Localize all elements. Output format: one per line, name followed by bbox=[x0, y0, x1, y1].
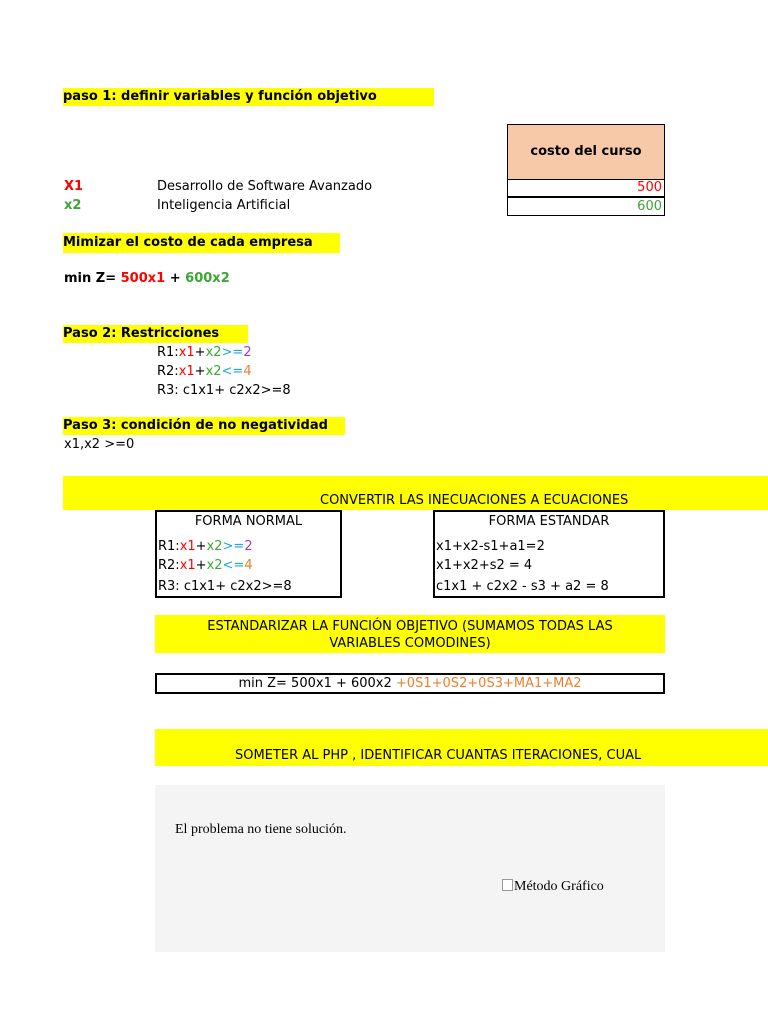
variable-x1-name: X1 bbox=[64, 179, 84, 194]
broken-image-icon bbox=[502, 879, 513, 891]
std-objective-base: min Z= 500x1 + 600x2 bbox=[238, 676, 396, 691]
cost-x1-cell bbox=[507, 179, 665, 197]
step3-title: Paso 3: condición de no negatividad bbox=[63, 417, 345, 435]
submit-banner-text: SOMETER AL PHP , IDENTIFICAR CUANTAS ITERACIONES, CUAL bbox=[235, 748, 642, 763]
step2-r2: R2:x1+x2<=4 bbox=[157, 364, 252, 379]
step1-title: paso 1: definir variables y función objetivo bbox=[63, 88, 434, 106]
step2-r3: R3: c1x1+ c2x2>=8 bbox=[157, 383, 291, 398]
step2-r1: R1:x1+x2>=2 bbox=[157, 345, 252, 360]
standardize-banner-line2: VARIABLES COMODINES) bbox=[329, 636, 491, 651]
objective-prefix: min Z= bbox=[64, 271, 121, 286]
step2-title: Paso 2: Restricciones bbox=[63, 325, 248, 343]
normal-form-box bbox=[155, 510, 342, 598]
normal-form-r1: R1:x1+x2>=2 bbox=[158, 539, 253, 554]
cost-x1-value: 500 bbox=[637, 180, 662, 195]
standard-form-box bbox=[433, 510, 665, 598]
standard-form-row-1: x1+x2-s1+a1=2 bbox=[436, 539, 545, 554]
variable-x2-name: x2 bbox=[64, 198, 82, 213]
broken-image bbox=[502, 879, 604, 895]
cost-x2-cell bbox=[507, 197, 665, 216]
normal-form-r2: R2:x1+x2<=4 bbox=[158, 558, 253, 573]
std-objective-box bbox=[155, 673, 665, 694]
result-panel bbox=[155, 785, 665, 952]
variable-x2-desc: Inteligencia Artificial bbox=[157, 198, 291, 213]
result-message: El problema no tiene solución. bbox=[175, 822, 347, 837]
cost-x2-value: 600 bbox=[637, 199, 662, 214]
standardize-banner-line1: ESTANDARIZAR LA FUNCIÓN OBJETIVO (SUMAMOS TODAS LAS bbox=[207, 619, 613, 634]
standard-form-row-3: c1x1 + c2x2 - s3 + a2 = 8 bbox=[436, 579, 609, 594]
objective-plus: + bbox=[165, 271, 186, 286]
broken-image-alt: Método Gráfico bbox=[514, 879, 604, 894]
variable-x1-desc: Desarrollo de Software Avanzado bbox=[157, 179, 373, 194]
objective-function bbox=[64, 271, 230, 286]
objective-term-2: 600x2 bbox=[185, 271, 230, 286]
step3-condition: x1,x2 >=0 bbox=[64, 437, 135, 452]
normal-form-r3: R3: c1x1+ c2x2>=8 bbox=[158, 579, 292, 594]
objective-term-1: 500x1 bbox=[120, 271, 166, 286]
convert-banner-text: CONVERTIR LAS INECUACIONES A ECUACIONES bbox=[320, 493, 629, 508]
normal-form-title: FORMA NORMAL bbox=[194, 514, 303, 529]
standard-form-row-2: x1+x2+s2 = 4 bbox=[436, 558, 533, 573]
std-objective-extra: +0S1+0S2+0S3+MA1+MA2 bbox=[395, 676, 582, 691]
standardize-banner bbox=[155, 615, 665, 653]
submit-banner bbox=[155, 729, 768, 766]
cost-table-header: costo del curso bbox=[507, 124, 665, 180]
convert-banner bbox=[63, 476, 768, 510]
standard-form-title: FORMA ESTANDAR bbox=[488, 514, 610, 529]
minimize-title: Mimizar el costo de cada empresa bbox=[63, 233, 340, 253]
